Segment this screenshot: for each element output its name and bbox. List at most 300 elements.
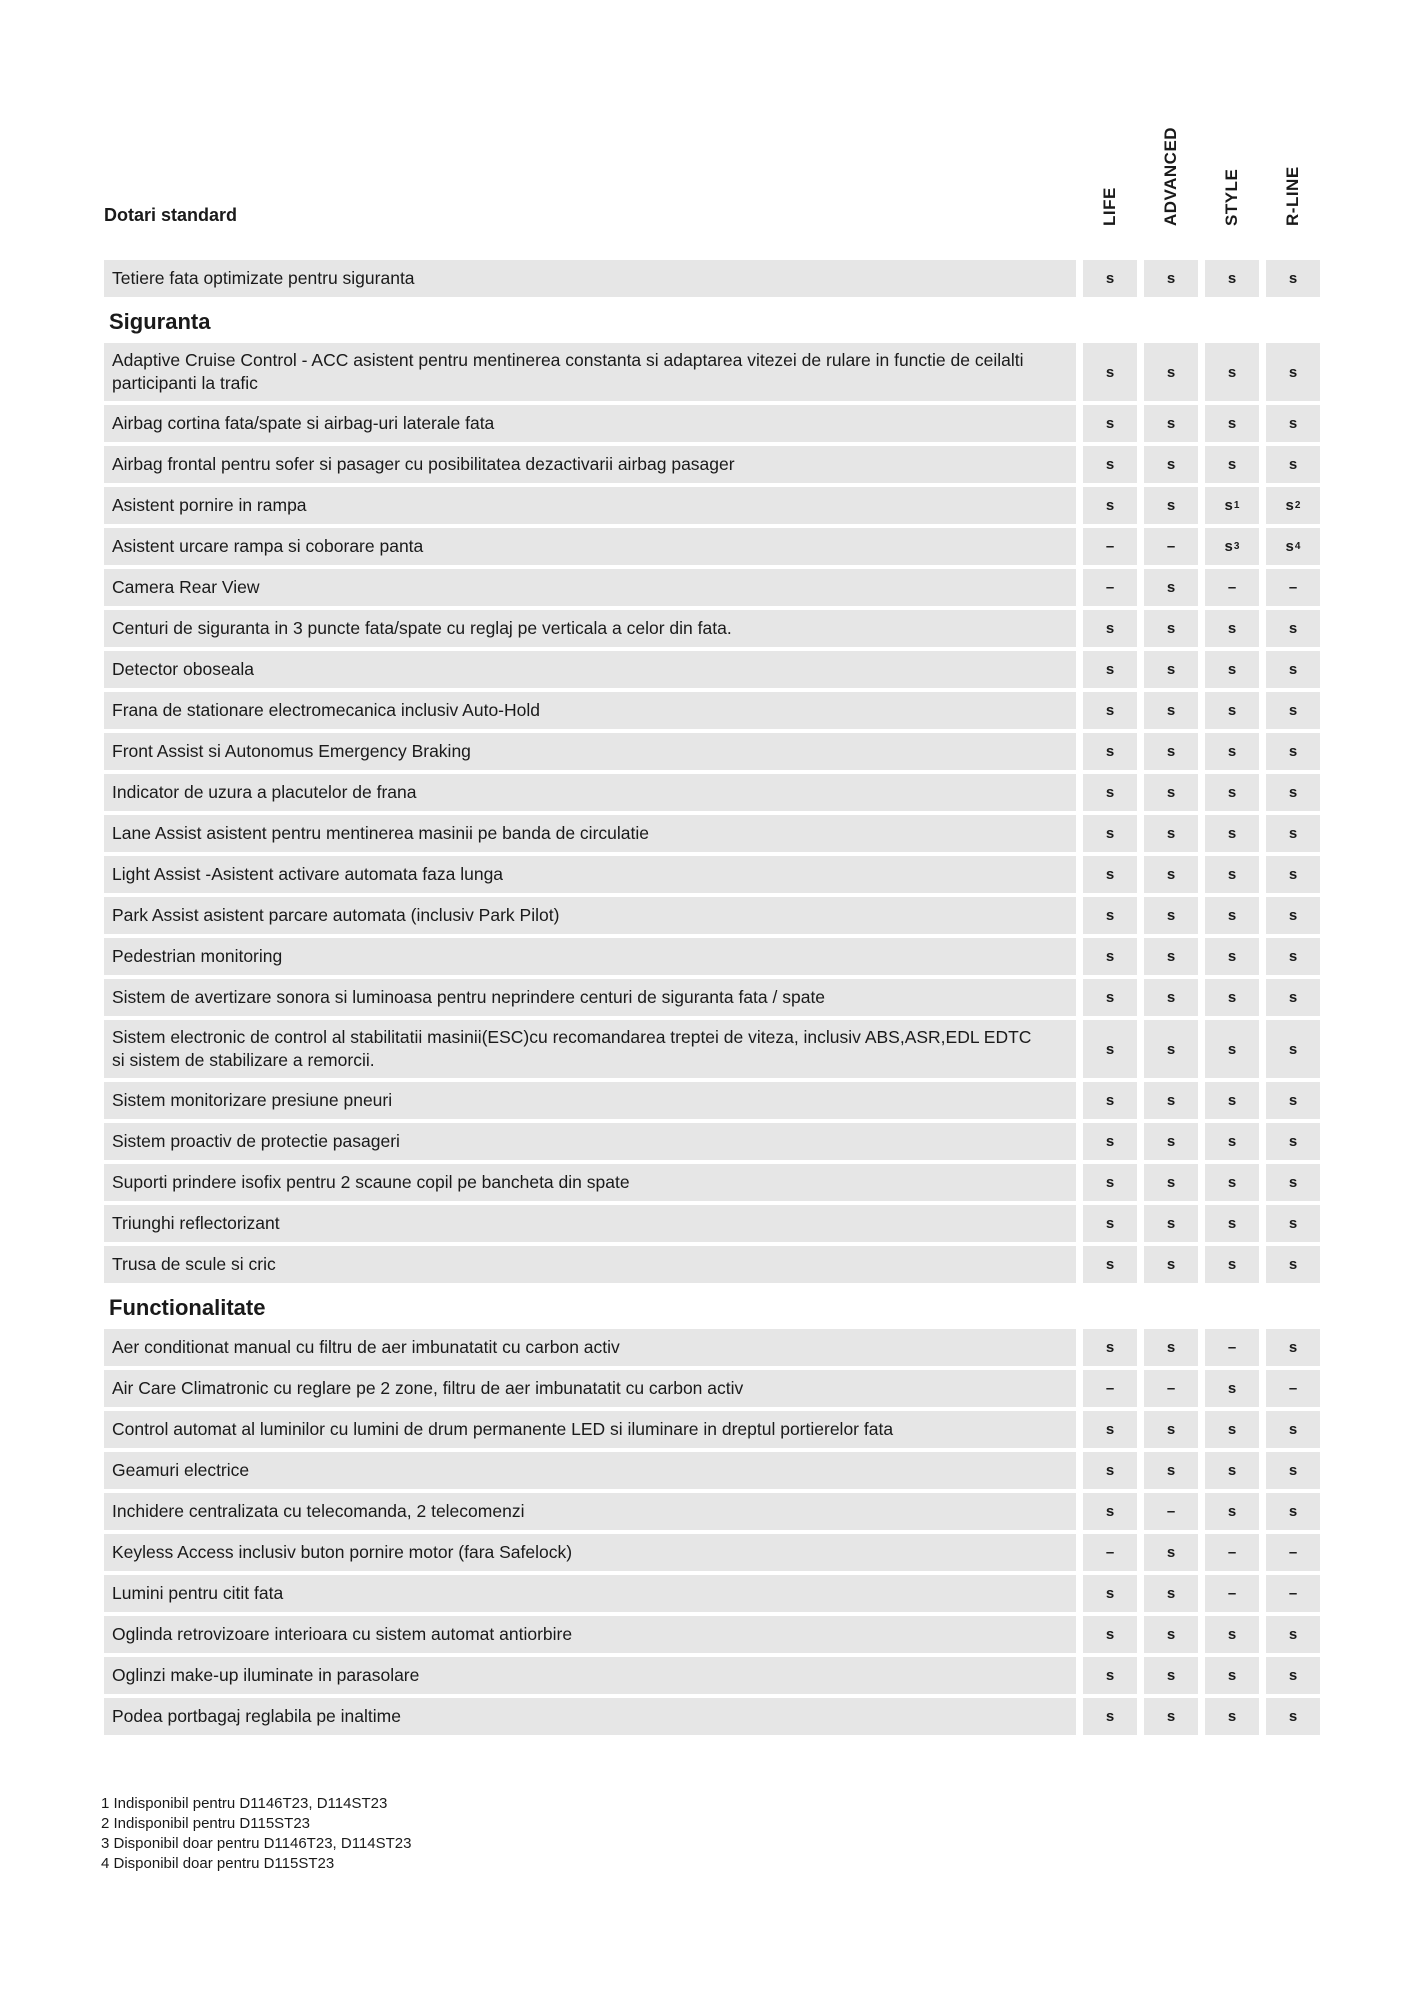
availability-cell <box>1083 1698 1137 1735</box>
feature-label: Light Assist -Asistent activare automata faza lunga <box>104 856 1076 893</box>
availability-value: s <box>1288 989 1298 1006</box>
availability-value: s <box>1166 1626 1176 1643</box>
page-title: Dotari standard <box>104 205 238 225</box>
availability-cell <box>1205 733 1259 770</box>
availability-value: s <box>1105 1174 1115 1191</box>
feature-label: Front Assist si Autonomus Emergency Braking <box>104 733 1076 770</box>
availability-cell <box>1083 856 1137 893</box>
table-row <box>104 733 1321 770</box>
availability-value: s <box>1166 1174 1176 1191</box>
availability-cell <box>1205 856 1259 893</box>
table-row <box>104 610 1321 647</box>
availability-value: s <box>1285 538 1294 555</box>
availability-value: s <box>1288 907 1298 924</box>
availability-cell <box>1205 1575 1259 1612</box>
availability-cell <box>1266 260 1320 297</box>
availability-value: s <box>1288 1462 1298 1479</box>
availability-value: s <box>1288 1256 1298 1273</box>
availability-value: s <box>1166 270 1176 287</box>
availability-cell <box>1144 528 1198 565</box>
availability-value: s <box>1227 620 1237 637</box>
equipment-table <box>104 126 1321 1739</box>
table-row <box>104 1411 1321 1448</box>
availability-cell <box>1083 1246 1137 1283</box>
availability-value: s <box>1166 1421 1176 1438</box>
availability-cell <box>1266 1329 1320 1366</box>
availability-cell <box>1083 1411 1137 1448</box>
availability-value: s <box>1105 1040 1115 1058</box>
availability-value: s <box>1227 1092 1237 1109</box>
availability-cell <box>1266 1493 1320 1530</box>
availability-value: s <box>1288 866 1298 883</box>
availability-value: s <box>1227 1215 1237 1232</box>
availability-value: – <box>1227 1544 1237 1561</box>
availability-value: s <box>1288 1626 1298 1643</box>
table-row <box>104 528 1321 565</box>
availability-cell <box>1266 405 1320 442</box>
footnote-marker: 2 <box>1294 500 1301 511</box>
availability-cell <box>1205 569 1259 606</box>
availability-cell <box>1083 610 1137 647</box>
availability-cell <box>1266 1164 1320 1201</box>
availability-value: s <box>1227 1667 1237 1684</box>
feature-label: Adaptive Cruise Control - ACC asistent pentru mentinerea constanta si adaptarea vitezei de rulare in functie de ceilalti participanti la trafic <box>104 343 1076 401</box>
availability-value: s <box>1166 743 1176 760</box>
feature-label: Keyless Access inclusiv buton pornire motor (fara Safelock) <box>104 1534 1076 1571</box>
availability-value: s <box>1105 907 1115 924</box>
availability-value: – <box>1105 538 1115 555</box>
availability-value: s <box>1227 661 1237 678</box>
availability-value: s <box>1227 948 1237 965</box>
availability-value: – <box>1227 1585 1237 1602</box>
feature-label: Centuri de siguranta in 3 puncte fata/spate cu reglaj pe verticala a celor din fata. <box>104 610 1076 647</box>
availability-value: s <box>1288 1174 1298 1191</box>
availability-value: s <box>1166 1092 1176 1109</box>
availability-cell <box>1144 1575 1198 1612</box>
table-row <box>104 1329 1321 1366</box>
availability-cell <box>1144 897 1198 934</box>
feature-label: Asistent pornire in rampa <box>104 487 1076 524</box>
availability-cell <box>1083 692 1137 729</box>
feature-label: Camera Rear View <box>104 569 1076 606</box>
availability-cell <box>1266 528 1320 565</box>
availability-value: s <box>1288 620 1298 637</box>
availability-value: s <box>1288 1708 1298 1725</box>
feature-label: Triunghi reflectorizant <box>104 1205 1076 1242</box>
availability-value: s <box>1227 1462 1237 1479</box>
table-row <box>104 1534 1321 1571</box>
availability-value: s <box>1227 907 1237 924</box>
availability-cell <box>1083 651 1137 688</box>
footnote: 3 Disponibil doar pentru D1146T23, D114ST23 <box>101 1835 412 1852</box>
availability-cell <box>1205 405 1259 442</box>
availability-value: s <box>1288 825 1298 842</box>
availability-cell <box>1205 938 1259 975</box>
feature-label: Sistem electronic de control al stabilitatii masinii(ESC)cu recomandarea treptei de viteza, inclusiv ABS,ASR,EDL EDTC si sistem de stabilizare a remorcii. <box>104 1020 1076 1078</box>
feature-label: Airbag frontal pentru sofer si pasager cu posibilitatea dezactivarii airbag pasager <box>104 446 1076 483</box>
availability-value: – <box>1166 1503 1176 1520</box>
availability-value: s <box>1166 1215 1176 1232</box>
availability-cell <box>1205 1329 1259 1366</box>
availability-cell <box>1144 856 1198 893</box>
feature-label: Frana de stationare electromecanica inclusiv Auto-Hold <box>104 692 1076 729</box>
feature-label: Park Assist asistent parcare automata (inclusiv Park Pilot) <box>104 897 1076 934</box>
availability-value: s <box>1166 497 1176 514</box>
availability-value: s <box>1227 989 1237 1006</box>
table-row <box>104 446 1321 483</box>
feature-label: Podea portbagaj reglabila pe inaltime <box>104 1698 1076 1735</box>
availability-value: s <box>1166 1585 1176 1602</box>
availability-cell <box>1083 487 1137 524</box>
feature-label: Sistem monitorizare presiune pneuri <box>104 1082 1076 1119</box>
availability-cell <box>1266 1616 1320 1653</box>
availability-cell <box>1083 897 1137 934</box>
availability-cell <box>1205 897 1259 934</box>
availability-value: – <box>1166 538 1176 555</box>
table-row <box>104 405 1321 442</box>
availability-value: s <box>1166 866 1176 883</box>
availability-cell <box>1083 1452 1137 1489</box>
availability-value: s <box>1227 1421 1237 1438</box>
availability-value: s <box>1166 415 1176 432</box>
availability-value: s <box>1105 1339 1115 1356</box>
availability-value: s <box>1105 825 1115 842</box>
availability-cell <box>1266 1205 1320 1242</box>
availability-cell <box>1144 1534 1198 1571</box>
availability-value: s <box>1105 1585 1115 1602</box>
feature-label: Sistem de avertizare sonora si luminoasa pentru neprindere centuri de siguranta fata / spate <box>104 979 1076 1016</box>
availability-value: s <box>1105 1708 1115 1725</box>
availability-value: – <box>1105 1544 1115 1561</box>
availability-cell <box>1266 1123 1320 1160</box>
availability-value: s <box>1166 989 1176 1006</box>
availability-cell <box>1205 1534 1259 1571</box>
table-row <box>104 1575 1321 1612</box>
table-row <box>104 260 1321 297</box>
availability-cell <box>1144 1411 1198 1448</box>
section-title: Functionalitate <box>109 1295 266 1320</box>
availability-value: – <box>1105 579 1115 596</box>
availability-value: s <box>1105 497 1115 514</box>
availability-value: s <box>1166 1462 1176 1479</box>
availability-cell <box>1205 1246 1259 1283</box>
availability-value: s <box>1166 1667 1176 1684</box>
availability-cell <box>1266 856 1320 893</box>
table-body <box>104 260 1321 1735</box>
availability-value: s <box>1166 456 1176 473</box>
feature-label: Indicator de uzura a placutelor de frana <box>104 774 1076 811</box>
footnotes <box>101 1794 411 1874</box>
availability-value: s <box>1166 784 1176 801</box>
availability-cell <box>1083 1493 1137 1530</box>
feature-label: Oglinzi make-up iluminate in parasolare <box>104 1657 1076 1694</box>
availability-cell <box>1144 1082 1198 1119</box>
availability-value: s <box>1105 989 1115 1006</box>
availability-cell <box>1144 569 1198 606</box>
availability-value: s <box>1227 784 1237 801</box>
availability-value: s <box>1285 497 1294 514</box>
table-row <box>104 651 1321 688</box>
availability-value: s <box>1105 1421 1115 1438</box>
availability-cell <box>1266 1020 1320 1078</box>
availability-cell <box>1083 1123 1137 1160</box>
availability-value: s <box>1166 1133 1176 1150</box>
availability-value: s <box>1105 784 1115 801</box>
availability-value: s <box>1105 1133 1115 1150</box>
availability-cell <box>1083 260 1137 297</box>
table-row <box>104 1452 1321 1489</box>
availability-cell <box>1083 774 1137 811</box>
availability-cell <box>1083 938 1137 975</box>
availability-cell <box>1266 1657 1320 1694</box>
availability-cell <box>1144 1493 1198 1530</box>
availability-value: s <box>1227 415 1237 432</box>
feature-label: Inchidere centralizata cu telecomanda, 2 telecomenzi <box>104 1493 1076 1530</box>
availability-value: s <box>1105 661 1115 678</box>
feature-label: Trusa de scule si cric <box>104 1246 1076 1283</box>
feature-label: Aer conditionat manual cu filtru de aer imbunatatit cu carbon activ <box>104 1329 1076 1366</box>
availability-value: – <box>1288 579 1298 596</box>
availability-cell <box>1266 1411 1320 1448</box>
availability-cell <box>1266 774 1320 811</box>
availability-value: s <box>1288 1133 1298 1150</box>
availability-cell <box>1144 446 1198 483</box>
availability-value: s <box>1288 1667 1298 1684</box>
availability-cell <box>1083 343 1137 401</box>
availability-cell <box>1266 979 1320 1016</box>
availability-cell <box>1205 1452 1259 1489</box>
feature-label: Tetiere fata optimizate pentru siguranta <box>104 260 1076 297</box>
table-row <box>104 1205 1321 1242</box>
availability-cell <box>1205 1657 1259 1694</box>
availability-cell <box>1205 1020 1259 1078</box>
availability-value: s <box>1105 866 1115 883</box>
section-title: Siguranta <box>109 309 211 334</box>
availability-cell <box>1144 1370 1198 1407</box>
availability-cell <box>1266 1698 1320 1735</box>
availability-cell <box>1205 1493 1259 1530</box>
availability-value: s <box>1227 1133 1237 1150</box>
footnote: 4 Disponibil doar pentru D115ST23 <box>101 1855 335 1872</box>
availability-value: – <box>1227 1339 1237 1356</box>
table-header <box>104 126 1321 260</box>
availability-cell <box>1266 692 1320 729</box>
availability-value: s <box>1224 538 1233 555</box>
availability-value: s <box>1105 1215 1115 1232</box>
availability-cell <box>1205 1205 1259 1242</box>
table-row <box>104 1493 1321 1530</box>
availability-value: s <box>1105 456 1115 473</box>
availability-cell <box>1205 692 1259 729</box>
availability-value: s <box>1166 1339 1176 1356</box>
availability-cell <box>1144 610 1198 647</box>
availability-cell <box>1144 938 1198 975</box>
availability-cell <box>1266 343 1320 401</box>
availability-value: s <box>1166 1544 1176 1561</box>
availability-value: s <box>1288 1040 1298 1058</box>
availability-value: s <box>1227 1174 1237 1191</box>
availability-value: s <box>1105 1626 1115 1643</box>
availability-cell <box>1083 569 1137 606</box>
table-row <box>104 938 1321 975</box>
table-row <box>104 856 1321 893</box>
availability-value: s <box>1105 415 1115 432</box>
availability-value: s <box>1288 1092 1298 1109</box>
availability-cell <box>1205 1082 1259 1119</box>
availability-cell <box>1144 774 1198 811</box>
table-row <box>104 1123 1321 1160</box>
feature-label: Detector oboseala <box>104 651 1076 688</box>
availability-cell <box>1144 733 1198 770</box>
availability-value: s <box>1166 1256 1176 1273</box>
availability-cell <box>1083 1329 1137 1366</box>
availability-value: s <box>1166 661 1176 678</box>
availability-value: s <box>1166 702 1176 719</box>
availability-cell <box>1205 1698 1259 1735</box>
feature-label: Suporti prindere isofix pentru 2 scaune copil pe bancheta din spate <box>104 1164 1076 1201</box>
availability-cell <box>1144 1329 1198 1366</box>
availability-cell <box>1144 405 1198 442</box>
availability-value: s <box>1288 270 1298 287</box>
availability-cell <box>1144 487 1198 524</box>
availability-value: s <box>1105 702 1115 719</box>
availability-value: – <box>1288 1544 1298 1561</box>
footnote-marker: 3 <box>1233 541 1240 552</box>
table-row <box>104 979 1321 1016</box>
table-row <box>104 1370 1321 1407</box>
availability-value: s <box>1288 743 1298 760</box>
availability-value: s <box>1288 1339 1298 1356</box>
availability-value: s <box>1166 579 1176 596</box>
feature-label: Lane Assist asistent pentru mentinerea masinii pe banda de circulatie <box>104 815 1076 852</box>
availability-value: s <box>1288 661 1298 678</box>
availability-cell <box>1083 405 1137 442</box>
availability-cell <box>1083 1370 1137 1407</box>
availability-cell <box>1205 1616 1259 1653</box>
availability-value: s <box>1227 866 1237 883</box>
availability-value: s <box>1166 620 1176 637</box>
availability-cell <box>1205 528 1259 565</box>
availability-value: s <box>1105 1462 1115 1479</box>
feature-label: Control automat al luminilor cu lumini de drum permanente LED si iluminare in dreptul portierelor fata <box>104 1411 1076 1448</box>
availability-cell <box>1144 1246 1198 1283</box>
availability-value: s <box>1105 1092 1115 1109</box>
availability-cell <box>1083 1616 1137 1653</box>
feature-label: Airbag cortina fata/spate si airbag-uri laterale fata <box>104 405 1076 442</box>
table-row <box>104 1698 1321 1735</box>
availability-value: s <box>1227 270 1237 287</box>
column-header-advanced <box>1144 126 1198 246</box>
availability-value: – <box>1105 1380 1115 1397</box>
availability-cell <box>1205 774 1259 811</box>
availability-cell <box>1144 1205 1198 1242</box>
availability-cell <box>1083 815 1137 852</box>
availability-value: s <box>1227 1503 1237 1520</box>
feature-label: Geamuri electrice <box>104 1452 1076 1489</box>
feature-label: Lumini pentru citit fata <box>104 1575 1076 1612</box>
availability-cell <box>1266 1534 1320 1571</box>
table-row <box>104 569 1321 606</box>
availability-cell <box>1205 815 1259 852</box>
availability-value: s <box>1166 907 1176 924</box>
availability-cell <box>1205 979 1259 1016</box>
availability-cell <box>1083 528 1137 565</box>
availability-value: – <box>1288 1380 1298 1397</box>
availability-cell <box>1083 1575 1137 1612</box>
availability-cell <box>1144 692 1198 729</box>
feature-label: Sistem proactiv de protectie pasageri <box>104 1123 1076 1160</box>
availability-value: s <box>1105 363 1115 381</box>
availability-value: – <box>1288 1585 1298 1602</box>
availability-cell <box>1266 1082 1320 1119</box>
availability-cell <box>1144 1698 1198 1735</box>
availability-cell <box>1144 1020 1198 1078</box>
availability-cell <box>1144 260 1198 297</box>
availability-cell <box>1144 1657 1198 1694</box>
availability-cell <box>1083 1020 1137 1078</box>
table-row <box>104 1020 1321 1078</box>
availability-cell <box>1144 1164 1198 1201</box>
availability-value: s <box>1227 825 1237 842</box>
availability-value: – <box>1166 1380 1176 1397</box>
column-header-label: LIFE <box>1100 187 1119 226</box>
availability-cell <box>1083 1534 1137 1571</box>
feature-label: Air Care Climatronic cu reglare pe 2 zone, filtru de aer imbunatatit cu carbon activ <box>104 1370 1076 1407</box>
availability-cell <box>1083 1657 1137 1694</box>
availability-value: s <box>1227 702 1237 719</box>
availability-value: s <box>1288 1503 1298 1520</box>
availability-value: s <box>1105 948 1115 965</box>
availability-cell <box>1266 1370 1320 1407</box>
availability-value: s <box>1105 743 1115 760</box>
table-row <box>104 1164 1321 1201</box>
table-row <box>104 774 1321 811</box>
availability-cell <box>1205 1370 1259 1407</box>
availability-value: s <box>1166 1708 1176 1725</box>
column-header-style <box>1205 146 1259 246</box>
availability-value: s <box>1288 363 1298 381</box>
availability-value: s <box>1288 456 1298 473</box>
footnote-marker: 4 <box>1294 541 1301 552</box>
availability-value: s <box>1166 363 1176 381</box>
availability-cell <box>1205 343 1259 401</box>
availability-value: s <box>1288 415 1298 432</box>
availability-cell <box>1266 897 1320 934</box>
availability-cell <box>1144 979 1198 1016</box>
table-row <box>104 1657 1321 1694</box>
availability-cell <box>1144 343 1198 401</box>
feature-label: Pedestrian monitoring <box>104 938 1076 975</box>
availability-value: s <box>1227 363 1237 381</box>
availability-cell <box>1205 651 1259 688</box>
availability-value: s <box>1105 270 1115 287</box>
table-row <box>104 1616 1321 1653</box>
availability-value: s <box>1166 1040 1176 1058</box>
availability-value: s <box>1227 1626 1237 1643</box>
availability-value: s <box>1227 1256 1237 1273</box>
availability-value: s <box>1105 1256 1115 1273</box>
availability-cell <box>1083 1205 1137 1242</box>
availability-value: – <box>1227 579 1237 596</box>
availability-cell <box>1205 260 1259 297</box>
availability-cell <box>1144 651 1198 688</box>
availability-cell <box>1144 1123 1198 1160</box>
availability-cell <box>1266 487 1320 524</box>
availability-value: s <box>1288 1421 1298 1438</box>
table-row <box>104 1082 1321 1119</box>
table-row <box>104 692 1321 729</box>
footnote: 2 Indisponibil pentru D115ST23 <box>101 1815 311 1832</box>
